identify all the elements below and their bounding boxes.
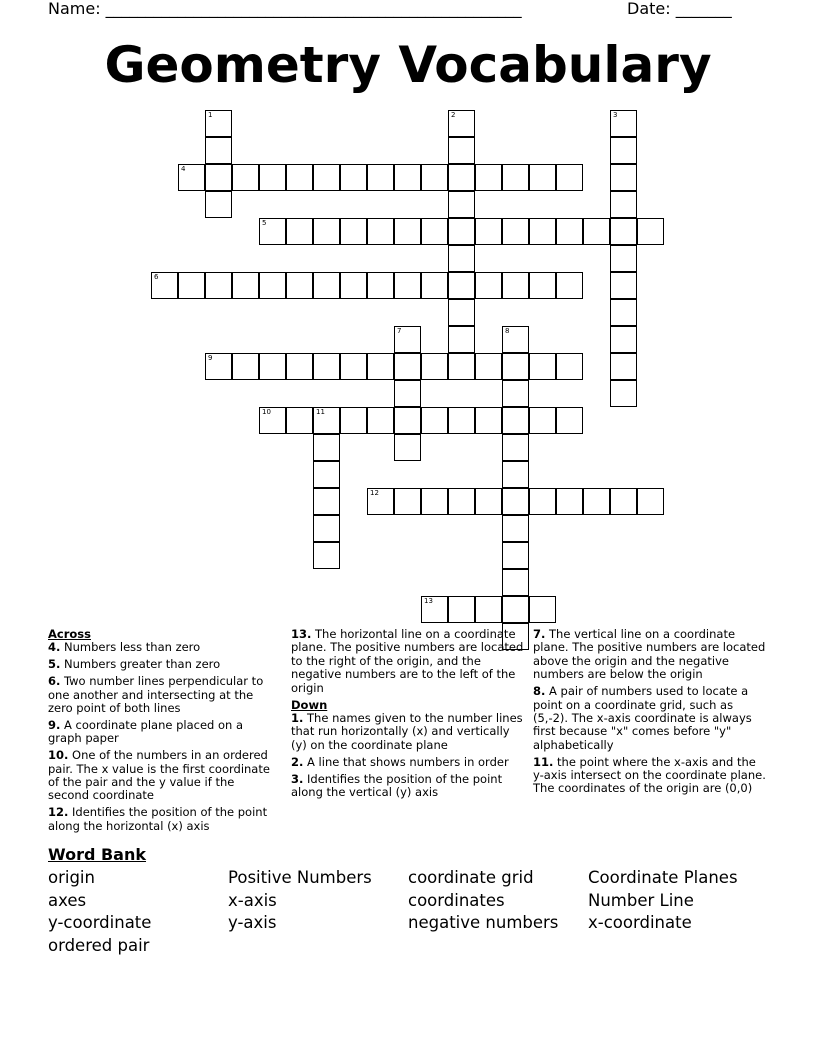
clue-down-7: 7. The vertical line on a coordinate plane. The positive numbers are located above the origin and the negative numbers are below the origin (533, 627, 766, 682)
crossword-cell[interactable] (286, 272, 313, 299)
crossword-cell[interactable] (394, 326, 421, 353)
word-bank-item: y-axis (228, 913, 277, 933)
word-bank-item: ordered pair (48, 936, 150, 956)
crossword-cell[interactable] (259, 407, 286, 434)
word-bank-item: negative numbers (408, 913, 559, 933)
crossword-cell[interactable] (529, 407, 556, 434)
crossword-cell[interactable] (340, 218, 367, 245)
crossword-cell[interactable] (475, 407, 502, 434)
crossword-cell[interactable] (502, 272, 529, 299)
clues-column-2 (291, 628, 525, 803)
clue-number: 8 (505, 327, 510, 335)
crossword-cell[interactable] (340, 407, 367, 434)
crossword-cell[interactable] (583, 488, 610, 515)
crossword-cell[interactable] (259, 353, 286, 380)
clue-number: 3 (613, 111, 618, 119)
clue-down-3: 3. Identifies the position of the point along the vertical (y) axis (291, 771, 503, 799)
crossword-cell[interactable] (313, 353, 340, 380)
crossword-cell[interactable] (448, 137, 475, 164)
crossword-cell[interactable] (448, 218, 475, 245)
clue-number: 12 (370, 489, 379, 497)
crossword-cell[interactable] (367, 353, 394, 380)
crossword-cell[interactable] (313, 218, 340, 245)
crossword-cell[interactable] (421, 218, 448, 245)
crossword-cell[interactable] (232, 272, 259, 299)
crossword-cell[interactable] (502, 380, 529, 407)
crossword-cell[interactable] (475, 272, 502, 299)
crossword-cell[interactable] (448, 326, 475, 353)
crossword-cell[interactable] (502, 461, 529, 488)
clue-across-6: 6. Two number lines perpendicular to one another and intersecting at the zero point of both lines (48, 674, 264, 716)
clue-down-2: 2. A line that shows numbers in order (291, 754, 509, 769)
crossword-cell[interactable] (313, 461, 340, 488)
crossword-cell[interactable] (286, 164, 313, 191)
word-bank-item: x-axis (228, 890, 277, 910)
crossword-cell[interactable] (394, 488, 421, 515)
crossword-cell[interactable] (529, 596, 556, 623)
crossword-cell[interactable] (502, 407, 529, 434)
clue-number: 2 (451, 111, 456, 119)
crossword-cell[interactable] (394, 380, 421, 407)
clue-across-10: 10. One of the numbers in an ordered pair. The x value is the first coordinate of the pair and the y value if the second coordinate (48, 748, 270, 803)
crossword-cell[interactable] (313, 488, 340, 515)
word-bank-item: Number Line (588, 890, 694, 910)
word-bank-title: Word Bank (48, 845, 147, 864)
crossword-cell[interactable] (367, 164, 394, 191)
word-bank-item: origin (48, 868, 95, 887)
crossword-cell[interactable] (448, 110, 475, 137)
crossword-cell[interactable] (367, 218, 394, 245)
crossword-cell[interactable] (421, 353, 448, 380)
crossword-cell[interactable] (475, 353, 502, 380)
crossword-cell[interactable] (475, 164, 502, 191)
crossword-cell[interactable] (610, 299, 637, 326)
date-field: Date: _______ (627, 0, 732, 18)
word-bank-item: axes (48, 890, 87, 910)
crossword-cell[interactable] (313, 407, 340, 434)
crossword-cell[interactable] (448, 596, 475, 623)
crossword-cell[interactable] (394, 434, 421, 461)
crossword-cell[interactable] (610, 137, 637, 164)
crossword-cell[interactable] (610, 326, 637, 353)
clue-number: 13 (424, 597, 433, 605)
crossword-cell[interactable] (448, 353, 475, 380)
clue-number: 4 (181, 165, 186, 173)
clue-down-8: 8. A pair of numbers used to locate a point on a coordinate grid, such as (5,-2). The x-axis coordinate is always first because "x" comes before "y" alphabetically (533, 684, 752, 752)
crossword-cell[interactable] (502, 569, 529, 596)
crossword-cell[interactable] (232, 164, 259, 191)
crossword-cell[interactable] (178, 272, 205, 299)
crossword-cell[interactable] (340, 272, 367, 299)
clues-column-1 (48, 628, 276, 837)
crossword-cell[interactable] (448, 488, 475, 515)
crossword-cell[interactable] (259, 164, 286, 191)
crossword-cell[interactable] (610, 272, 637, 299)
crossword-cell[interactable] (394, 353, 421, 380)
crossword-cell[interactable] (610, 164, 637, 191)
crossword-cell[interactable] (367, 272, 394, 299)
crossword-cell[interactable] (637, 218, 664, 245)
crossword-cell[interactable] (205, 191, 232, 218)
crossword-cell[interactable] (205, 353, 232, 380)
crossword-cell[interactable] (151, 272, 178, 299)
crossword-cell[interactable] (502, 434, 529, 461)
crossword-cell[interactable] (610, 191, 637, 218)
crossword-cell[interactable] (556, 407, 583, 434)
crossword-cell[interactable] (205, 164, 232, 191)
crossword-cell[interactable] (259, 218, 286, 245)
crossword-cell[interactable] (286, 407, 313, 434)
crossword-grid (151, 110, 665, 624)
crossword-cell[interactable] (313, 515, 340, 542)
clue-across-4: 4. Numbers less than zero (48, 640, 201, 655)
crossword-cell[interactable] (286, 218, 313, 245)
crossword-cell[interactable] (313, 164, 340, 191)
crossword-cell[interactable] (394, 272, 421, 299)
clue-number: 7 (397, 327, 402, 335)
crossword-cell[interactable] (340, 164, 367, 191)
crossword-cell[interactable] (610, 245, 637, 272)
crossword-cell[interactable] (556, 353, 583, 380)
crossword-cell[interactable] (502, 218, 529, 245)
clue-number: 10 (262, 408, 271, 416)
crossword-cell[interactable] (421, 272, 448, 299)
crossword-cell[interactable] (475, 596, 502, 623)
word-bank-item: coordinates (408, 890, 505, 910)
clue-number: 5 (262, 219, 267, 227)
clue-across-13: 13. The horizontal line on a coordinate plane. The positive numbers are located to the right of the origin, and the negative numbers are to the left of the origin (291, 627, 524, 695)
name-field: Name: ____________________________________________________ (48, 0, 522, 18)
clue-number: 9 (208, 354, 213, 362)
across-heading: Across (48, 627, 91, 641)
crossword-cell[interactable] (502, 515, 529, 542)
crossword-cell[interactable] (421, 596, 448, 623)
crossword-cell[interactable] (475, 488, 502, 515)
crossword-cell[interactable] (610, 353, 637, 380)
crossword-cell[interactable] (448, 245, 475, 272)
crossword-cell[interactable] (367, 407, 394, 434)
clue-number: 1 (208, 111, 213, 119)
crossword-cell[interactable] (529, 218, 556, 245)
clue-down-11: 11. the point where the x-axis and the y-axis intersect on the coordinate plane. The coordinates of the origin are (0,0) (533, 754, 766, 796)
crossword-cell[interactable] (502, 596, 529, 623)
word-bank-item: x-coordinate (588, 913, 692, 933)
down-heading: Down (291, 697, 328, 712)
crossword-cell[interactable] (421, 164, 448, 191)
word-bank-item: Positive Numbers (228, 868, 372, 887)
crossword-cell[interactable] (502, 164, 529, 191)
crossword-cell[interactable] (502, 542, 529, 569)
crossword-cell[interactable] (205, 110, 232, 137)
crossword-cell[interactable] (448, 272, 475, 299)
crossword-cell[interactable] (286, 353, 313, 380)
crossword-cell[interactable] (367, 488, 394, 515)
word-bank-item: y-coordinate (48, 913, 152, 933)
clues-column-3 (533, 628, 769, 799)
crossword-cell[interactable] (556, 218, 583, 245)
clue-number: 11 (316, 408, 325, 416)
header (48, 0, 768, 20)
crossword-cell[interactable] (610, 380, 637, 407)
crossword-cell[interactable] (502, 488, 529, 515)
crossword-cell[interactable] (259, 272, 286, 299)
crossword-cell[interactable] (205, 272, 232, 299)
crossword-cell[interactable] (313, 434, 340, 461)
crossword-cell[interactable] (178, 164, 205, 191)
clue-across-5: 5. Numbers greater than zero (48, 657, 221, 672)
crossword-cell[interactable] (394, 407, 421, 434)
crossword-cell[interactable] (313, 272, 340, 299)
crossword-cell[interactable] (502, 353, 529, 380)
crossword-cell[interactable] (610, 110, 637, 137)
page-title: Geometry Vocabulary (104, 36, 712, 94)
crossword-cell[interactable] (232, 353, 259, 380)
crossword-cell[interactable] (448, 407, 475, 434)
crossword-cell[interactable] (448, 191, 475, 218)
crossword-cell[interactable] (421, 407, 448, 434)
crossword-cell[interactable] (529, 353, 556, 380)
crossword-cell[interactable] (529, 164, 556, 191)
clue-across-12: 12. Identifies the position of the point along the horizontal (x) axis (48, 805, 268, 833)
crossword-cell[interactable] (313, 542, 340, 569)
crossword-cell[interactable] (448, 299, 475, 326)
clue-number: 6 (154, 273, 159, 281)
crossword-cell[interactable] (529, 272, 556, 299)
crossword-cell[interactable] (556, 164, 583, 191)
crossword-cell[interactable] (340, 353, 367, 380)
crossword-cell[interactable] (394, 164, 421, 191)
crossword-cell[interactable] (394, 218, 421, 245)
crossword-cell[interactable] (448, 164, 475, 191)
crossword-cell[interactable] (502, 326, 529, 353)
word-bank-item: coordinate grid (408, 868, 534, 887)
crossword-cell[interactable] (421, 488, 448, 515)
clue-down-1: 1. The names given to the number lines that run horizontally (x) and vertically (y) on the coordinate plane (291, 710, 523, 752)
crossword-cell[interactable] (610, 488, 637, 515)
word-bank-item: Coordinate Planes (588, 868, 738, 887)
crossword-cell[interactable] (610, 218, 637, 245)
crossword-cell[interactable] (205, 137, 232, 164)
crossword-cell[interactable] (556, 488, 583, 515)
crossword-cell[interactable] (637, 488, 664, 515)
clue-across-9: 9. A coordinate plane placed on a graph paper (48, 717, 244, 746)
crossword-cell[interactable] (475, 218, 502, 245)
crossword-cell[interactable] (583, 218, 610, 245)
crossword-cell[interactable] (529, 488, 556, 515)
crossword-cell[interactable] (556, 272, 583, 299)
